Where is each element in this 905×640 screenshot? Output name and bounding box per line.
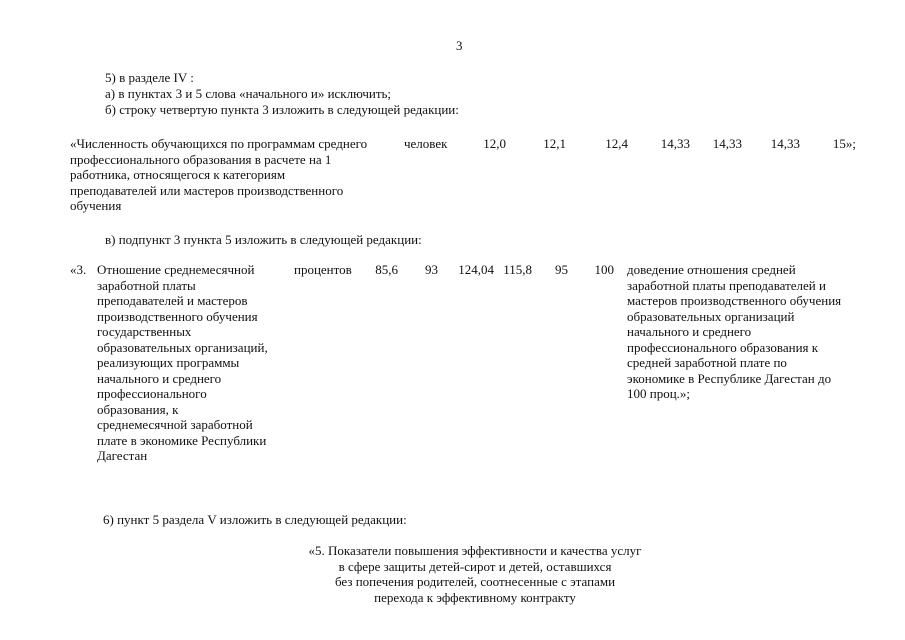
row1-line: обучения — [70, 198, 122, 213]
row2-value: 95 — [555, 262, 568, 277]
row2-line: профессионального — [97, 386, 207, 401]
row2-value: 100 — [594, 262, 614, 277]
row1-value: 15»; — [832, 136, 856, 151]
row2-line: производственного обучения — [97, 308, 258, 324]
row2-line: среднемесячной заработной — [97, 417, 253, 432]
row1-value: 12,0 — [483, 136, 506, 151]
row2-value: 124,04 — [458, 262, 494, 277]
row2-number: «3. — [70, 262, 87, 277]
row2-result — [627, 262, 867, 402]
row2-line: реализующих программы — [97, 355, 240, 370]
section-heading: 5) в разделе IV : — [105, 70, 194, 85]
row2-result-line: образовательных организаций — [627, 308, 795, 324]
row2-result-line: заработной платы преподавателей и — [627, 277, 826, 293]
title-line: «5. Показатели повышения эффективности и качества услуг — [308, 543, 642, 558]
row1-line: работника, относящегося к категориям — [70, 167, 286, 182]
row2-line: образования, к — [97, 401, 179, 417]
row2-line: преподавателей и мастеров — [97, 293, 248, 308]
row2-value: 93 — [425, 262, 438, 277]
title-line: в сфере защиты детей-сирот и детей, оставшихся — [338, 558, 612, 574]
row2-value: 85,6 — [375, 262, 398, 277]
row1-line: профессионального образования в расчете на 1 — [70, 151, 332, 167]
row1-value: 14,33 — [770, 136, 800, 151]
row2-line: начального и среднего — [97, 370, 222, 386]
item-6: 6) пункт 5 раздела V изложить в следующей редакции: — [103, 512, 407, 527]
row1-value: 14,33 — [660, 136, 690, 151]
row2-result-line: 100 проц.»; — [627, 386, 691, 401]
row1-value: 12,4 — [605, 136, 628, 151]
row2-result-line: мастеров производственного обучения — [627, 293, 842, 308]
page-number: 3 — [456, 38, 463, 53]
item-v: в) подпункт 3 пункта 5 изложить в следующей редакции: — [105, 232, 422, 247]
row2-line: Дагестан — [97, 448, 148, 463]
item-b: б) строку четвертую пункта 3 изложить в следующей редакции: — [105, 102, 459, 117]
row1-value: 14,33 — [712, 136, 742, 151]
row1-value: 12,1 — [543, 136, 566, 151]
row2-result-line: доведение отношения средней — [627, 262, 796, 277]
row2-result-line: средней заработной плате по — [627, 355, 787, 370]
row2-result-line: начального и среднего — [627, 324, 752, 339]
row2-value: 115,8 — [503, 262, 532, 277]
row1-line: «Численность обучающихся по программам среднего — [70, 136, 368, 151]
section-title — [230, 543, 720, 605]
title-line: перехода к эффективному контракту — [374, 589, 576, 605]
row2-result-line: профессионального образования к — [627, 339, 819, 355]
item-a: а) в пунктах 3 и 5 слова «начального и» исключить; — [105, 86, 392, 101]
row1-unit: человек — [404, 136, 448, 151]
row1-description — [70, 136, 400, 214]
row2-line: плате в экономике Республики — [97, 432, 267, 448]
row2-unit: процентов — [294, 262, 352, 277]
row2-result-line: экономике в Республике Дагестан до — [627, 370, 832, 386]
row2-line: заработной платы — [97, 277, 196, 293]
row2-line: Отношение среднемесячной — [97, 262, 255, 277]
row2-line: образовательных организаций, — [97, 339, 268, 355]
row2-line: государственных — [97, 324, 192, 339]
title-line: без попечения родителей, соотнесенные с этапами — [334, 574, 616, 589]
row1-line: преподавателей или мастеров производственного — [70, 182, 344, 198]
row2-description — [97, 262, 297, 464]
